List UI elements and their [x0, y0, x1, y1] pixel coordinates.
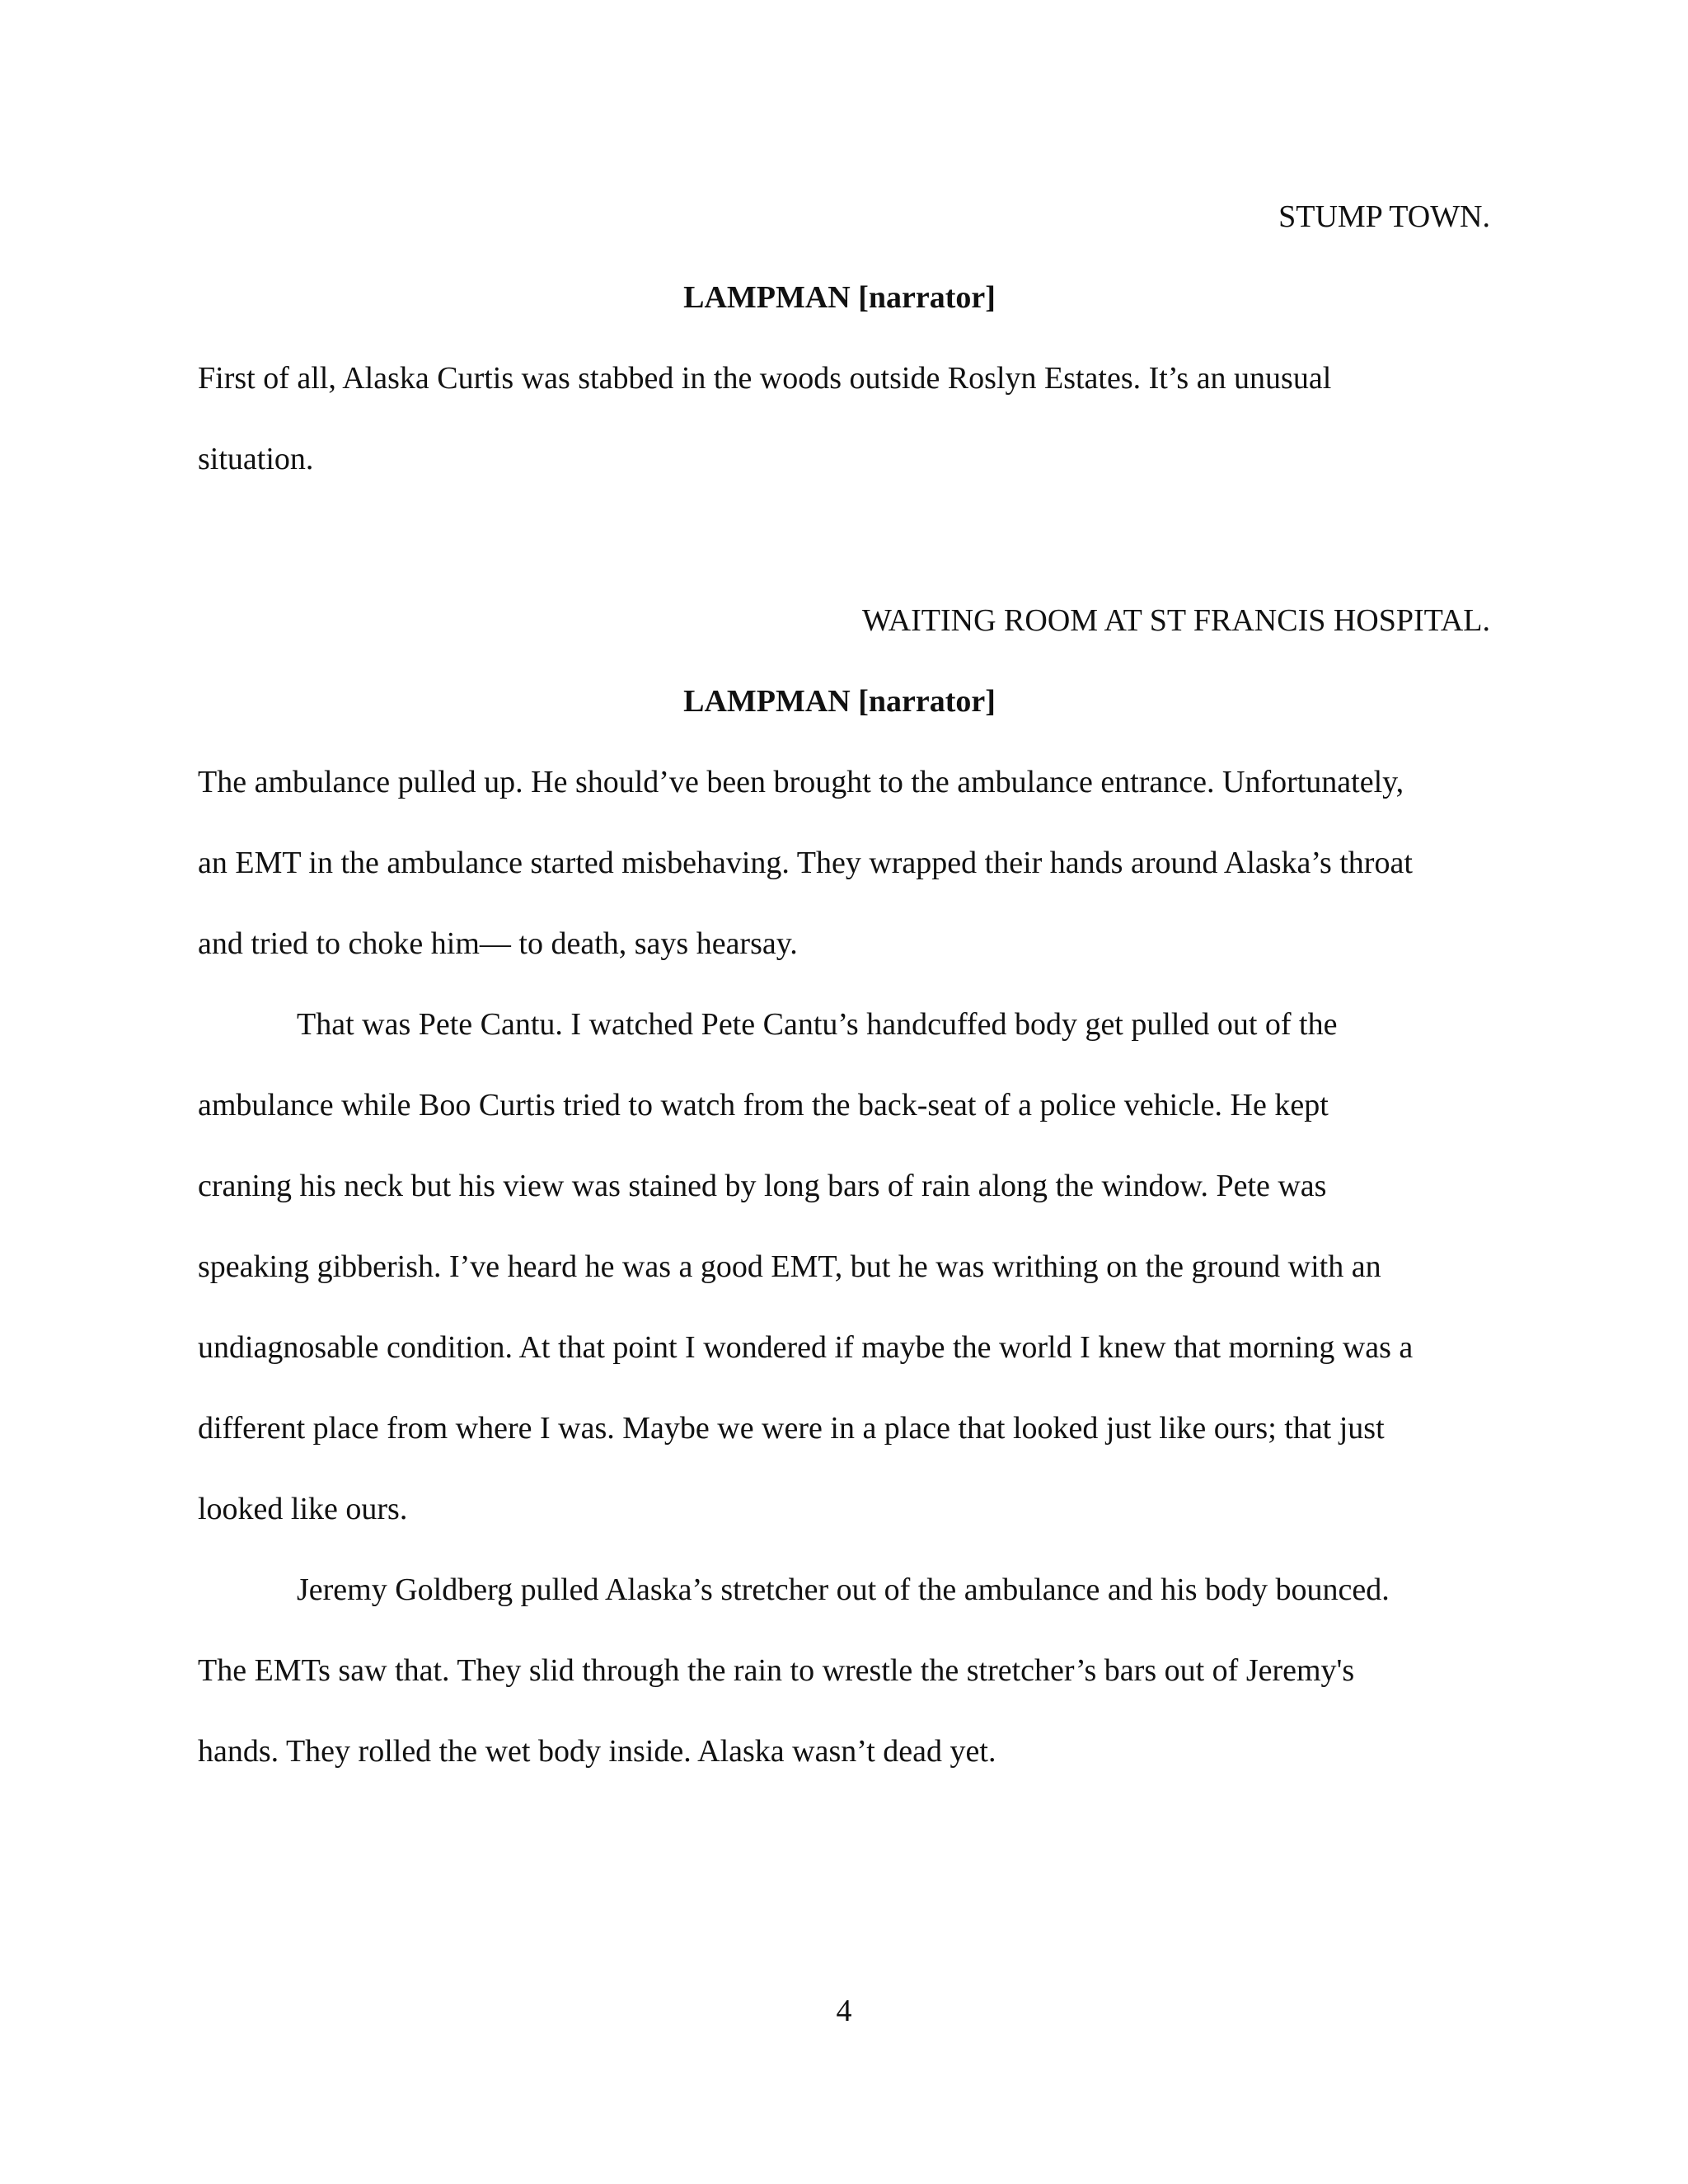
body-line: different place from where I was. Maybe we were in a place that looked just like ours; that just [198, 1411, 1385, 1446]
body-line: The EMTs saw that. They slid through the rain to wrestle the stretcher’s bars out of Jeremy's [198, 1653, 1355, 1688]
body-line: The ambulance pulled up. He should’ve been brought to the ambulance entrance. Unfortunately, [198, 765, 1404, 799]
body-line: That was Pete Cantu. I watched Pete Cantu’s handcuffed body get pulled out of the [297, 1007, 1338, 1042]
page-number: 4 [836, 1994, 852, 2028]
scene-heading: STUMP TOWN. [1278, 199, 1490, 234]
body-line: ambulance while Boo Curtis tried to watch from the back-seat of a police vehicle. He kept [198, 1088, 1329, 1122]
body-line: craning his neck but his view was stained by long bars of rain along the window. Pete was [198, 1169, 1327, 1203]
body-line: Jeremy Goldberg pulled Alaska’s stretcher out of the ambulance and his body bounced. [297, 1572, 1390, 1607]
body-line: undiagnosable condition. At that point I wondered if maybe the world I knew that morning was a [198, 1330, 1414, 1365]
body-line: situation. [198, 442, 314, 476]
body-line: looked like ours. [198, 1492, 408, 1526]
body-line: and tried to choke him— to death, says hearsay. [198, 926, 798, 961]
body-line: First of all, Alaska Curtis was stabbed in the woods outside Roslyn Estates. It’s an unusual [198, 361, 1332, 396]
speaker-name: LAMPMAN [narrator] [683, 280, 996, 315]
body-line: hands. They rolled the wet body inside. Alaska wasn’t dead yet. [198, 1734, 996, 1769]
scene-heading: WAITING ROOM AT ST FRANCIS HOSPITAL. [862, 603, 1490, 638]
body-line: speaking gibberish. I’ve heard he was a good EMT, but he was writhing on the ground with an [198, 1249, 1381, 1284]
body-line: an EMT in the ambulance started misbehaving. They wrapped their hands around Alaska’s throat [198, 846, 1413, 880]
speaker-name: LAMPMAN [narrator] [683, 684, 996, 719]
